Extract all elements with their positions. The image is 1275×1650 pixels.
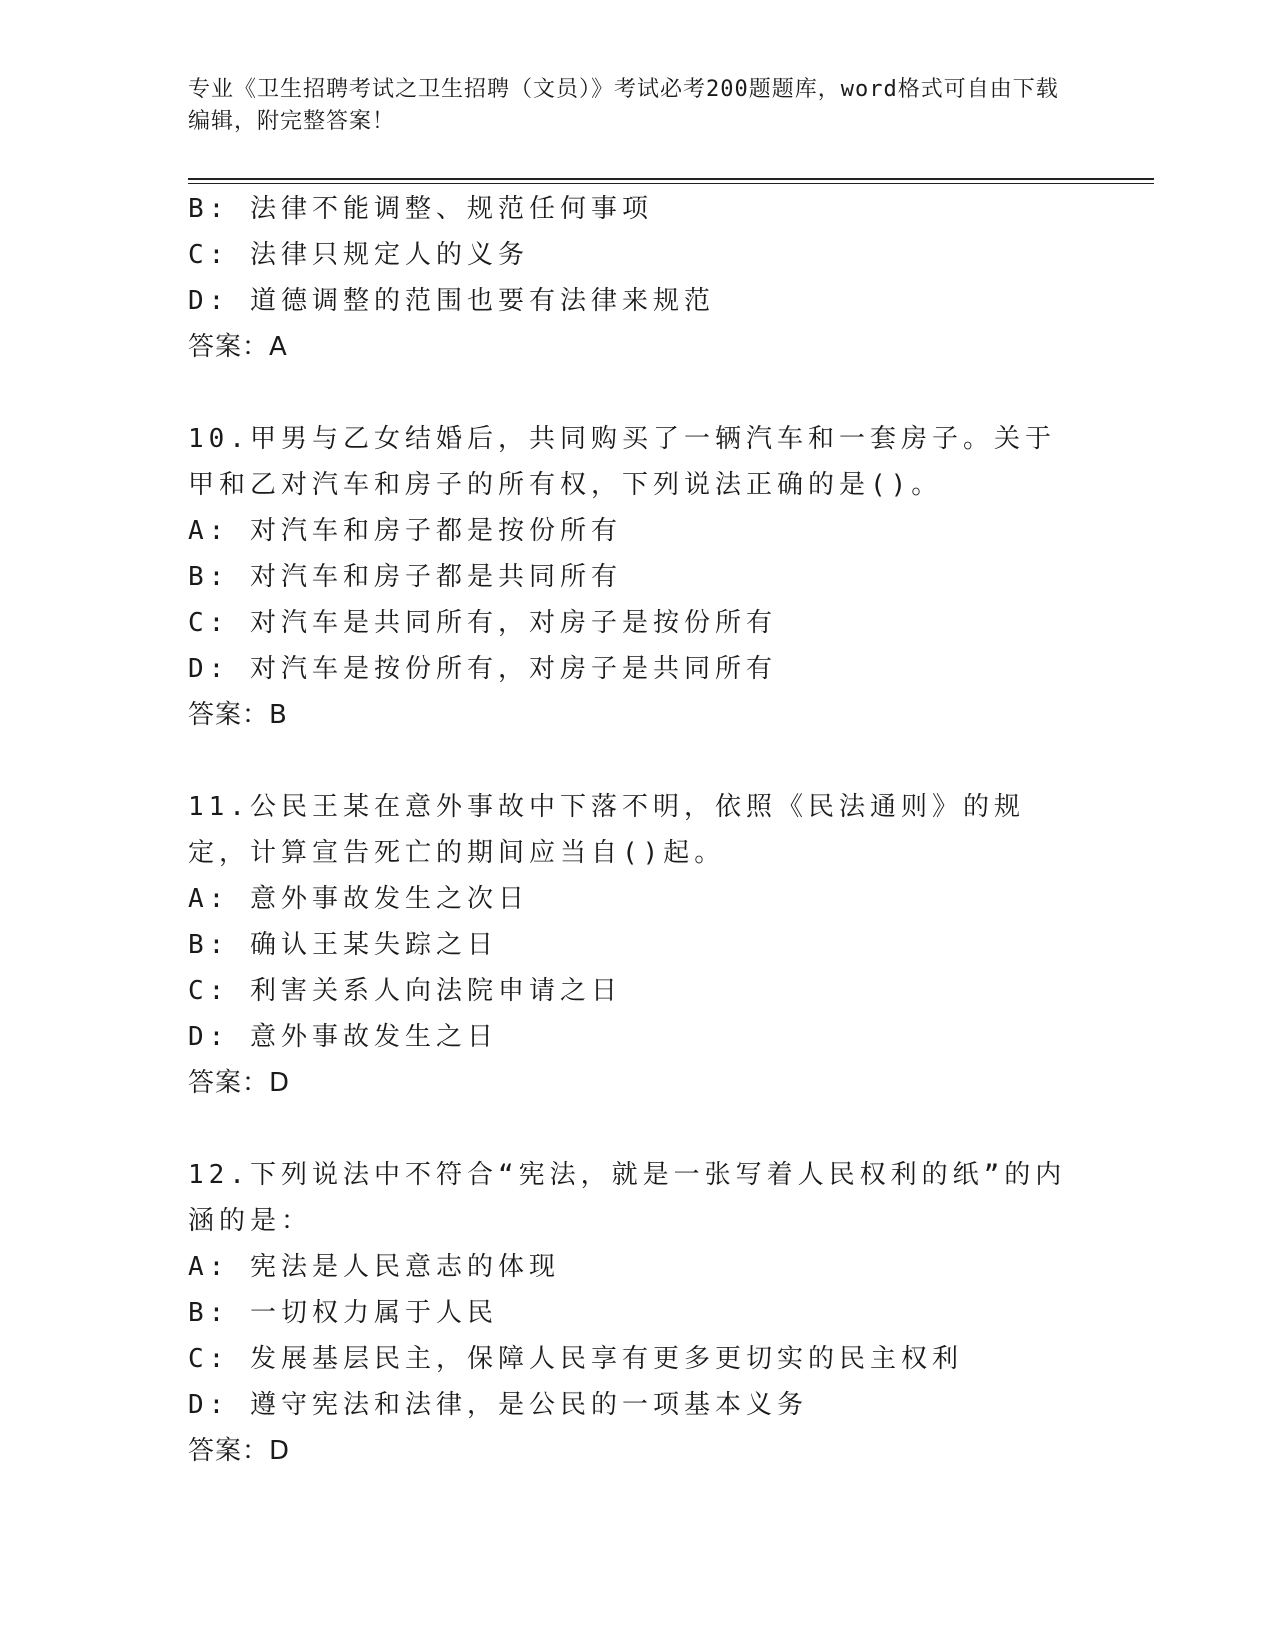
question-11	[188, 784, 1088, 1106]
question-stem: 11.公民王某在意外事故中下落不明，依照《民法通则》的规定，计算宣告死亡的期间应当自()起。	[188, 792, 1025, 868]
option-d: D: 对汽车是按份所有，对房子是共同所有	[188, 654, 777, 684]
option-b: B: 确认王某失踪之日	[188, 930, 498, 960]
option-d: D: 意外事故发生之日	[188, 1022, 498, 1052]
option-c: C: 发展基层民主，保障人民享有更多更切实的民主权利	[188, 1344, 963, 1374]
answer-line: 答案：D	[188, 1068, 291, 1098]
question-content	[188, 186, 1088, 1474]
option-d: D: 遵守宪法和法律，是公民的一项基本义务	[188, 1390, 808, 1420]
option-c: C: 对汽车是共同所有，对房子是按份所有	[188, 608, 777, 638]
question-9-tail	[188, 186, 1088, 370]
question-12	[188, 1152, 1088, 1474]
answer-line: 答案：B	[188, 700, 288, 730]
document-header: 专业《卫生招聘考试之卫生招聘（文员）》考试必考200题题库，word格式可自由下载编辑，附完整答案！	[188, 77, 1059, 134]
question-10	[188, 416, 1088, 738]
header-divider-thin	[188, 183, 1154, 184]
option-b: B: 对汽车和房子都是共同所有	[188, 562, 622, 592]
option-c: C: 法律只规定人的义务	[188, 240, 529, 270]
option-a: A: 对汽车和房子都是按份所有	[188, 516, 622, 546]
question-stem: 12.下列说法中不符合“宪法，就是一张写着人民权利的纸”的内涵的是：	[188, 1160, 1067, 1236]
question-stem: 10.甲男与乙女结婚后，共同购买了一辆汽车和一套房子。关于甲和乙对汽车和房子的所有权，下列说法正确的是()。	[188, 424, 1056, 500]
option-b: B: 一切权力属于人民	[188, 1298, 498, 1328]
answer-line: 答案：D	[188, 1436, 291, 1466]
answer-line: 答案：A	[188, 332, 288, 362]
option-a: A: 意外事故发生之次日	[188, 884, 529, 914]
option-d: D: 道德调整的范围也要有法律来规范	[188, 286, 715, 316]
option-b: B: 法律不能调整、规范任何事项	[188, 194, 653, 224]
header-divider-thick	[188, 178, 1154, 180]
option-a: A: 宪法是人民意志的体现	[188, 1252, 560, 1282]
option-c: C: 利害关系人向法院申请之日	[188, 976, 622, 1006]
